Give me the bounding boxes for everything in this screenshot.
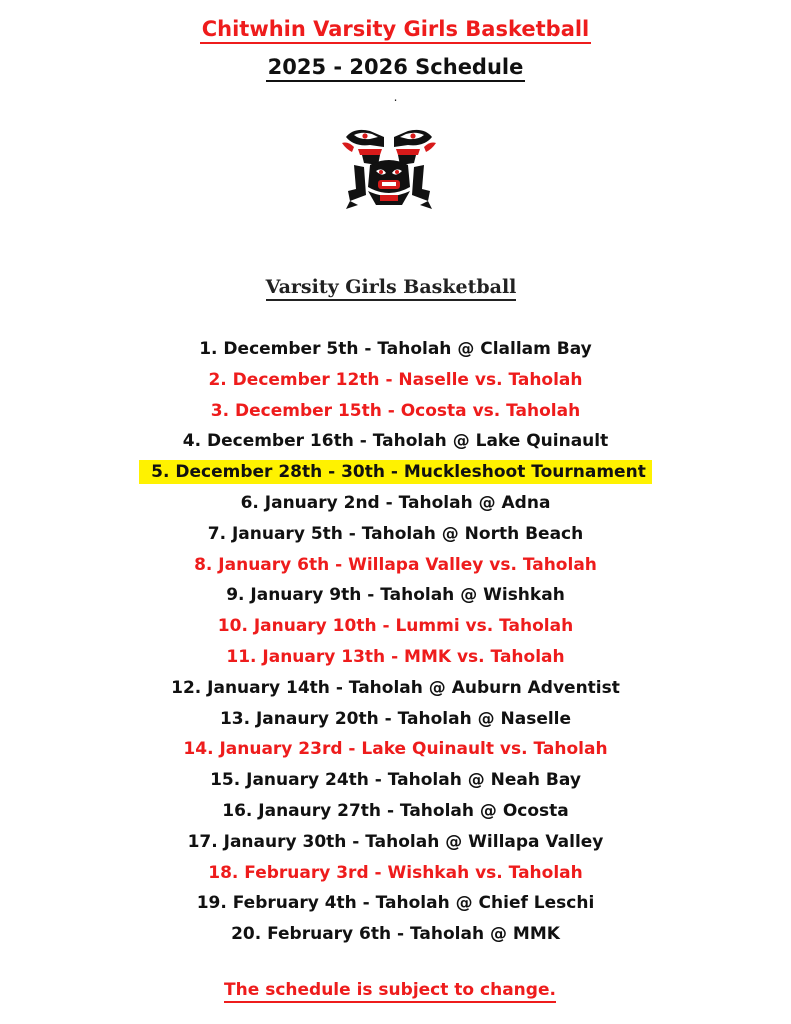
schedule-item — [0, 888, 791, 919]
schedule-item-text: 20. February 6th - Taholah @ MMK — [231, 924, 560, 945]
schedule-item-text: 15. January 24th - Taholah @ Neah Bay — [210, 770, 581, 791]
page-title-text: Chitwhin Varsity Girls Basketball — [200, 17, 592, 44]
schedule-item-text: 16. Janaury 27th - Taholah @ Ocosta — [222, 800, 569, 821]
schedule-item-text: 17. Janaury 30th - Taholah @ Willapa Valley — [187, 831, 604, 852]
section-title — [0, 276, 782, 298]
schedule-note-text: The schedule is subject to change. — [224, 980, 556, 1003]
schedule-item — [0, 765, 791, 796]
schedule-item-text: 12. January 14th - Taholah @ Auburn Adventist — [171, 677, 620, 698]
schedule-item — [0, 365, 791, 396]
schedule-item — [0, 334, 791, 365]
schedule-item — [0, 457, 791, 488]
schedule-item — [0, 704, 791, 735]
schedule-item — [0, 673, 791, 704]
schedule-item-text: 4. December 16th - Taholah @ Lake Quinault — [182, 431, 609, 452]
schedule-item — [0, 488, 791, 519]
schedule-item-text: 19. February 4th - Taholah @ Chief Leschi — [196, 893, 595, 914]
schedule-item-text: 1. December 5th - Taholah @ Clallam Bay — [199, 339, 592, 359]
schedule-item — [0, 550, 791, 581]
schedule-item-text: 6. January 2nd - Taholah @ Adna — [240, 492, 551, 513]
schedule-item-text: 5. December 28th - 30th - Muckleshoot Tournament — [139, 460, 652, 484]
schedule-item-text: 18. February 3rd - Wishkah vs. Taholah — [208, 862, 583, 883]
schedule-item — [0, 796, 791, 827]
schedule-item — [0, 919, 791, 950]
schedule-item-text: 3. December 15th - Ocosta vs. Taholah — [210, 400, 581, 421]
schedule-item-text: 10. January 10th - Lummi vs. Taholah — [217, 616, 574, 637]
schedule-item — [0, 426, 791, 457]
schedule-item — [0, 519, 791, 550]
schedule-item-text: 13. Janaury 20th - Taholah @ Naselle — [219, 708, 572, 729]
schedule-item-text: 7. January 5th - Taholah @ North Beach — [207, 523, 584, 544]
schedule-item-text: 8. January 6th - Willapa Valley vs. Taholah — [194, 554, 597, 575]
schedule-item — [0, 827, 791, 858]
schedule-item-text: 9. January 9th - Taholah @ Wishkah — [226, 585, 565, 606]
schedule-item — [0, 858, 791, 889]
tribal-eagle-logo-icon — [340, 125, 438, 209]
schedule-item — [0, 396, 791, 427]
schedule-note — [0, 980, 780, 1000]
schedule-item — [0, 642, 791, 673]
separator-dot: . — [393, 90, 398, 104]
schedule-item — [0, 580, 791, 611]
schedule-item-text: 14. January 23rd - Lake Quinault vs. Taholah — [183, 739, 608, 760]
schedule-list — [0, 334, 791, 950]
schedule-item-text: 11. January 13th - MMK vs. Taholah — [226, 646, 565, 667]
schedule-item-text: 2. December 12th - Naselle vs. Taholah — [208, 369, 583, 390]
section-title-text: Varsity Girls Basketball — [266, 276, 517, 301]
page-title — [0, 17, 791, 44]
schedule-item — [0, 734, 791, 765]
season-subtitle — [0, 55, 791, 82]
season-subtitle-text: 2025 - 2026 Schedule — [266, 55, 526, 82]
schedule-item — [0, 611, 791, 642]
